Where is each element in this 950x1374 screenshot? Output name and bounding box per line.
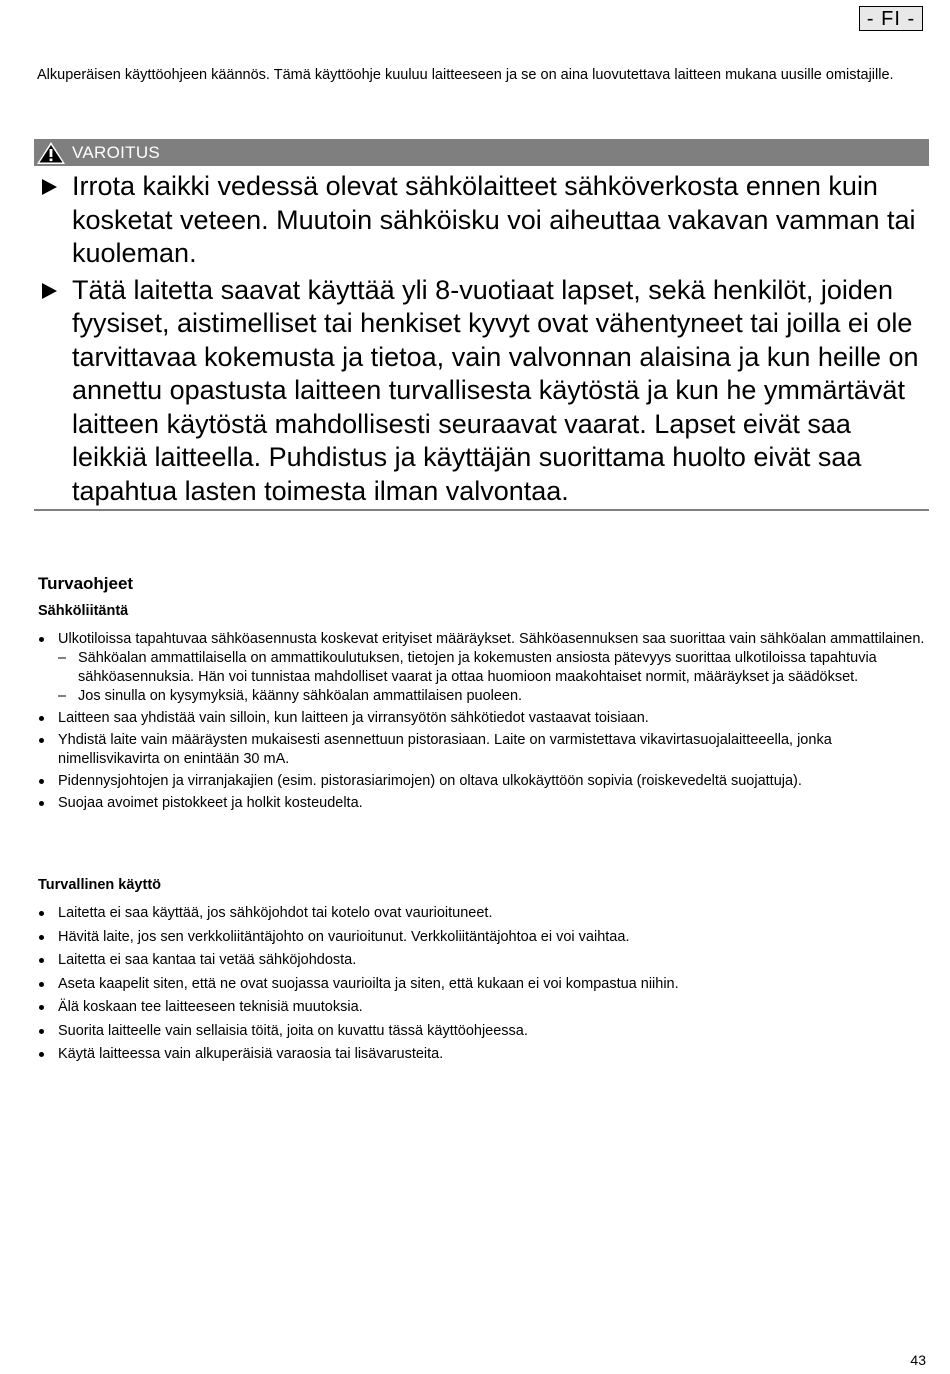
- intro-text: Alkuperäisen käyttöohjeen käännös. Tämä käyttöohje kuuluu laitteeseen ja se on aina luovutettava laitteen mukana uusille omistajille.: [37, 67, 894, 83]
- sub-list-item: [58, 687, 928, 706]
- subsection-title: Turvallinen käyttö: [38, 877, 162, 893]
- warning-item: [38, 170, 928, 271]
- list-item: [38, 1045, 928, 1064]
- warning-divider: [34, 509, 929, 511]
- bullet-icon: [39, 738, 44, 743]
- bullet-list: [38, 630, 928, 813]
- bullet-icon: [39, 1029, 44, 1034]
- bullet-icon: [39, 801, 44, 806]
- warning-item-text: Irrota kaikki vedessä olevat sähkölaitteet sähköverkosta ennen kuin kosketat veteen. Muutoin sähköisku voi aiheuttaa vakavan vamman tai kuoleman.: [72, 171, 916, 268]
- list-item: [38, 951, 928, 970]
- list-item-text: Yhdistä laite vain määräysten mukaisesti asennettuun pistorasiaan. Laite on varmistettava vikavirtasuojalaitteeella, jonka nimellisvikavirta on enintään 30 mA.: [58, 732, 832, 767]
- bullet-icon: [39, 911, 44, 916]
- list-item: [38, 998, 928, 1017]
- list-item-text: Laitetta ei saa käyttää, jos sähköjohdot tai kotelo ovat vaurioituneet.: [58, 905, 493, 921]
- subsection-title: Sähköliitäntä: [38, 603, 129, 619]
- bullet-icon: [39, 982, 44, 987]
- bullet-icon: [39, 935, 44, 940]
- list-item: [38, 772, 928, 791]
- list-item-text: Laitetta ei saa kantaa tai vetää sähköjohdosta.: [58, 952, 357, 968]
- bullet-icon: [39, 1005, 44, 1010]
- list-item: [38, 928, 928, 947]
- list-item-text: Suorita laitteelle vain sellaisia töitä, joita on kuvattu tässä käyttöohjeessa.: [58, 1022, 528, 1039]
- sub-list: [58, 649, 928, 706]
- list-item: [38, 904, 928, 923]
- list-item-text: Älä koskaan tee laitteeseen teknisiä muutoksia.: [58, 999, 363, 1015]
- warning-triangle-icon: [36, 141, 66, 165]
- list-item-text: Hävitä laite, jos sen verkkoliitäntäjohto on vaurioitunut. Verkkoliitäntäjohtoa ei voi vaihtaa.: [58, 928, 630, 945]
- warning-item: [38, 274, 928, 509]
- warning-header: [34, 139, 929, 166]
- list-item: [38, 709, 928, 728]
- warning-item-text: Tätä laitetta saavat käyttää yli 8-vuotiaat lapset, sekä henkilöt, joiden fyysiset, aistimelliset tai henkiset kyvyt ovat vähentyneet tai joilla ei ole tarvittavaa kokemusta ja tietoa, vain valvonnan alaisina ja kun heille on annettu opastusta laitteen turvallisesta käytöstä ja kun he ymmärtävät laitteen käytöstä mahdollisesti seuraavat vaarat. Lapset eivät saa leikkiä laitteella. Puhdistus ja käyttäjän suorittama huolto eivät saa tapahtua lasten toimesta ilman valvontaa.: [72, 274, 919, 506]
- warning-list: [38, 170, 928, 511]
- dash-icon: –: [58, 688, 67, 704]
- warning-title: VAROITUS: [72, 142, 161, 162]
- dash-icon: –: [58, 650, 67, 666]
- bullet-list: [38, 904, 928, 1064]
- list-item-text: Pidennysjohtojen ja virranjakajien (esim. pistorasiarimojen) on oltava ulkokäyttöön sopivia (roiskevedeltä suojattuja).: [58, 773, 802, 789]
- bullet-icon: [39, 958, 44, 963]
- list-item-text: Käytä laitteessa vain alkuperäisiä varaosia tai lisävarusteita.: [58, 1046, 444, 1062]
- list-item-text: Ulkotiloissa tapahtuvaa sähköasennusta koskevat erityiset määräykset. Sähköasennuksen saa suorittaa vain sähköalan ammattilainen.: [58, 631, 925, 647]
- list-item-text: Suojaa avoimet pistokkeet ja holkit kosteudelta.: [58, 795, 363, 811]
- electrical-section: [38, 602, 928, 813]
- list-item: [38, 731, 928, 769]
- bullet-icon: [39, 637, 44, 642]
- arrow-right-icon: [42, 179, 57, 195]
- list-item: [38, 794, 928, 813]
- list-item: [38, 975, 928, 994]
- arrow-right-icon: [42, 283, 57, 299]
- sub-item-text: Jos sinulla on kysymyksiä, käänny sähköalan ammattilaisen puoleen.: [78, 688, 523, 704]
- page-number: 43: [910, 1352, 926, 1368]
- list-item: [38, 1022, 928, 1041]
- list-item: [38, 630, 928, 706]
- bullet-icon: [39, 716, 44, 721]
- bullet-icon: [39, 1052, 44, 1057]
- section-title: Turvaohjeet: [38, 574, 134, 593]
- language-tag: - FI -: [859, 6, 923, 31]
- safe-use-section: [38, 876, 928, 1064]
- list-item-text: Laitteen saa yhdistää vain silloin, kun laitteen ja virransyötön sähkötiedot vastaavat toisiaan.: [58, 710, 649, 726]
- sub-item-text: Sähköalan ammattilaisella on ammattikoulutuksen, tietojen ja kokemusten ansiosta pätevyys suorittaa ulkotiloissa tapahtuvia sähköasennuksia. Hän voi tunnistaa mahdolliset vaarat ja ottaa huomioon maakohtaiset normit, määräykset ja säädökset.: [78, 650, 877, 685]
- list-item-text: Aseta kaapelit siten, että ne ovat suojassa vaurioilta ja siten, että kukaan ei voi kompastua niihin.: [58, 975, 679, 992]
- bullet-icon: [39, 779, 44, 784]
- sub-list-item: [58, 649, 928, 687]
